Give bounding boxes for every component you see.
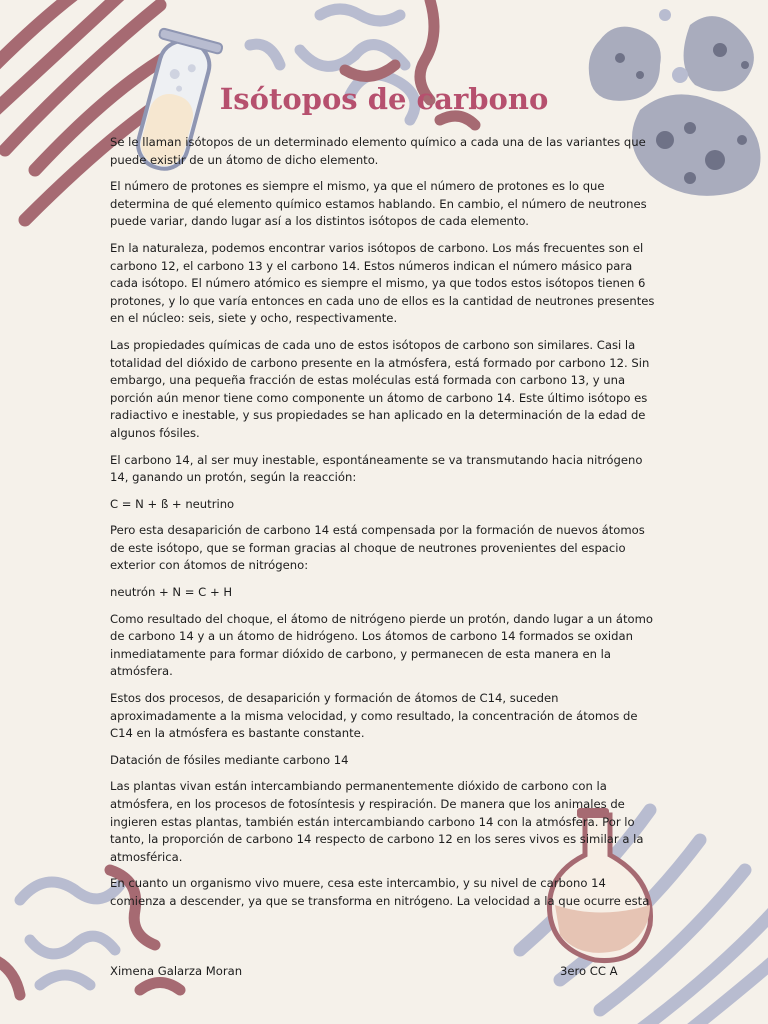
paragraph: Se le llaman isótopos de un determinado elemento químico a cada una de las variantes que puede existir de un átomo de dicho elemento.	[110, 135, 646, 167]
section-heading: Datación de fósiles mediante carbono 14	[110, 752, 349, 767]
paragraph: Como resultado del choque, el átomo de nitrógeno pierde un protón, dando lugar a un átomo de carbono 14 y a un átomo de hidrógeno. Los átomos de carbono 14 formados se oxidan inmediatamente para formar dióxido de carbono, y permanecen de esta manera en la atmósfera.	[110, 611, 653, 679]
reaction-equation: neutrón + N = C + H	[110, 585, 233, 600]
paragraph: Las plantas vivan están intercambiando permanentemente dióxido de carbono con la atmósfera, en los procesos de fotosíntesis y respiración. De manera que los animales de ingieren estas plantas, también están intercambiando carbono 14 con la atmósfera. Por lo tanto, la proporción de carbono 14 respecto de carbono 12 en los seres vivos es similar a la atmosférica.	[110, 779, 644, 864]
footer-class: 3ero CC A	[560, 964, 618, 978]
paragraph: Estos dos procesos, de desaparición y formación de átomos de C14, suceden aproximadamente a la misma velocidad, y como resultado, la concentración de átomos de C14 en la atmósfera es bastante constante.	[110, 691, 638, 741]
page-title: Isótopos de carbono	[219, 82, 549, 116]
paragraph: El número de protones es siempre el mismo, ya que el número de protones es lo que determina de qué elemento químico estamos hablando. En cambio, el número de neutrones puede variar, dando lugar así a los distintos isótopos de cada elemento.	[110, 179, 647, 229]
reaction-equation: C = N + ß + neutrino	[110, 496, 235, 511]
paragraph: En cuanto un organismo vivo muere, cesa este intercambio, y su nivel de carbono 14 comienza a descender, ya que se transforma en nitrógeno. La velocidad a la que ocurre esta	[110, 876, 650, 908]
document-body	[110, 134, 658, 920]
paragraph: Las propiedades químicas de cada uno de estos isótopos de carbono son similares. Casi la totalidad del dióxido de carbono presente en la atmósfera, está formado por carbono 12. Sin embargo, una pequeña fracción de estas moléculas está formada con carbono 13, y una porción aún menor tiene como componente un átomo de carbono 14. Este último isótopo es radiactivo e inestable, y sus propiedades se han aplicado en la determinación de la edad de algunos fósiles.	[110, 337, 650, 440]
paragraph: En la naturaleza, podemos encontrar varios isótopos de carbono. Los más frecuentes son el carbono 12, el carbono 13 y el carbono 14. Estos números indican el número másico para cada isótopo. El número atómico es siempre el mismo, ya que todos estos isótopos tienen 6 protones, y lo que varía entonces en cada uno de ellos es la cantidad de neutrones presentes en el núcleo: seis, siete y ocho, respectivamente.	[110, 240, 655, 326]
footer-author: Ximena Galarza Moran	[110, 964, 243, 978]
paragraph: El carbono 14, al ser muy inestable, espontáneamente se va transmutando hacia nitrógeno 14, ganando un protón, según la reacción:	[110, 452, 643, 485]
paragraph: Pero esta desaparición de carbono 14 está compensada por la formación de nuevos átomos de este isótopo, que se forman gracias al choque de neutrones provenientes del espacio exterior con átomos de nitrógeno:	[110, 523, 645, 573]
